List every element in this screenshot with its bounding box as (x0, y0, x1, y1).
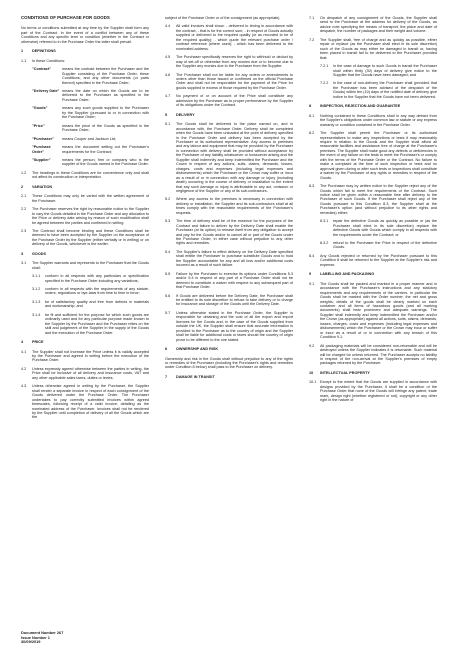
clause-text: All valid invoices shall show: - delivered to timing in accordance with the contract, - that is for the correct sum; - in respect of Goods actually supplied or delivered to the required quality (or as recorded to be of the required quality); - which quote the relevant purchase order / contract reference (where used); - which has been delivered to the nominated address. (176, 24, 293, 51)
clause-number: 2.1 (21, 194, 27, 199)
section-number: 4 (21, 340, 24, 345)
clause (21, 171, 149, 180)
paragraph: Ownership and risk in the Goods shall without prejudice to any of the rights or remedies of the Purchaser (including the Purchaser's rights and remedies under Condition 8 below) shall pass to the Purchaser on delivery. (165, 356, 293, 370)
clause-text: The Supplier shall not increase the Price unless it is validly accepted by the Purchaser and agreed in writing before the execution of the Purchase Order. (32, 349, 149, 363)
clause-number: 8.1 (309, 113, 315, 118)
section-heading (309, 272, 437, 276)
clause-text: The Supplier's failure to effect delivery on the Delivery Date specified shall entitle the Purchaser to purchase substitute Goods and to hold the Supplier accountable for any and all loss and/or additional costs incurred as a result of such failure. (176, 249, 293, 268)
clause (165, 311, 293, 342)
definition-text: means the person, firm or company who is the supplier of the Goods named in the Purchase Order. (62, 157, 149, 167)
clause (165, 73, 293, 91)
clause-number: 4.3 (21, 384, 27, 389)
clause-text: Unless otherwise agreed in writing by the Purchaser, the Supplier shall render a separate invoice in respect of each consignment of the Goods delivered under the Purchase Order. The Purchaser undertakes to pay correctly submitted invoices within agreed timescales, following receipt of a valid invoice, detailing as the nominated address of the Purchaser. Invoices shall not be rendered by the Supplier until completion of delivery of all the Goods which are the (32, 384, 149, 420)
definition (32, 137, 149, 141)
clause (21, 59, 149, 63)
clause-number: 4.7 (165, 94, 171, 99)
section-title: INTELLECTUAL PROPERTY (320, 370, 370, 375)
section-heading (309, 371, 437, 375)
clause-text: The headings in these Conditions are for convenience only and shall not affect its construction or interpretation. (32, 170, 149, 180)
definition (32, 145, 149, 154)
clause-number: 9.2 (309, 343, 315, 348)
section-number: 10 (309, 370, 314, 375)
section-title: GOODS (32, 251, 46, 256)
section-title: LABELLING AND PACKAGING (320, 272, 375, 277)
definition-text: means the document setting out the Purchaser's requirements for the Contract; (62, 145, 149, 154)
clause (309, 38, 437, 60)
clause-number: 10.1 (309, 380, 317, 385)
definition-text: means any such goods supplied to the Purchaser by the Supplier (pursuant to or in connection with the Purchase Order; (62, 106, 149, 120)
sub-clause-text: be of satisfactory quality and free from defects in materials and workmanship; and (45, 299, 149, 309)
sub-clause (32, 287, 149, 296)
clause-text: If Goods are delivered before the Delivery Date, the Purchaser shall be entitled to its sole discretion to refuse to take delivery or to charge for insurance and storage of the Goods until the Delivery Date. (176, 293, 293, 307)
clause (165, 55, 293, 68)
clause (309, 380, 437, 402)
clause-text: The Supplier shall, free of charge and as quickly as possible, either repair or replace (as the Purchaser shall elect in its sole discretion) such of the Goods as may either be damaged in transit or, having been placed in transit fail to be delivered to the Purchaser provided that: (320, 37, 437, 60)
sub-clause-text: in the case of non-delivery the Purchaser shall (provided that the Purchaser has been advised of the despatch of the Goods) within ten (10) days of the notified date of delivery give notice to the Supplier that the Goods have not been delivered. (333, 81, 437, 99)
issue-number: Issue Number 1 (21, 634, 50, 640)
sub-clause-text: be fit and sufficient for the purpose for which such goods are ordinarily used and for any particular purpose made known to the Supplier by the Purchaser and the Purchaser relies on the skill and judgement of the Supplier in the supply of the Goods and the execution of the Purchase Order. (45, 312, 149, 335)
section-title: DEFINITIONS (32, 49, 56, 54)
section-number: 9 (309, 272, 312, 277)
clause-number: 5.7 (165, 310, 171, 315)
paragraph: subject of the Purchase Order or of the consignment (as appropriate). (165, 16, 281, 20)
clause-number: 7.1 (309, 16, 315, 20)
section-heading (309, 104, 437, 108)
clause (165, 122, 293, 193)
clause-number: 5.4 (165, 249, 171, 254)
section-title: INSPECTION, REJECTION AND GUARANTEE (320, 104, 401, 109)
column-right (309, 16, 437, 407)
clause-text: On despatch of any consignment of the Goods, the Supplier shall send to the Purchaser at the address for delivery of the Goods, an advice note specifying the means of transport, the place and date of despatch, the number of packages and their weight and volume. (320, 16, 437, 34)
section-heading (165, 113, 293, 117)
definition-term: "Purchaser" (32, 136, 54, 141)
clause (165, 219, 293, 246)
clause-number: 5.6 (165, 293, 171, 298)
clause (21, 367, 149, 380)
definition-text: means the price of the Goods as specified in the Purchase Order; (62, 123, 149, 133)
sub-clause-text: refund to the Purchaser the Price in respect of the defective Goods. (333, 241, 437, 250)
section-heading (165, 347, 293, 351)
sub-clause-number: 3.1.2 (32, 287, 41, 292)
clause (165, 250, 293, 268)
definition (32, 106, 149, 119)
clause (165, 272, 293, 290)
sub-clause (320, 64, 437, 77)
clause-text: Any Goods rejected or returned by the Purchaser pursuant to this Condition 8 shall be returned to the Supplier at the Supplier's risk and expense. (320, 253, 437, 267)
clause-number: 5.1 (165, 122, 171, 127)
clause (21, 350, 149, 363)
section-heading (21, 185, 149, 189)
clause-number: 9.1 (309, 281, 315, 286)
sub-clause-number: 7.2.2 (320, 81, 329, 86)
clause (165, 197, 293, 215)
clause-number: 8.2 (309, 131, 315, 136)
section-title: OWNERSHIP AND RISK (176, 347, 219, 352)
clause (309, 282, 437, 340)
clause-text: The Contract shall become binding and these Conditions shall be deemed to have been accepted by the Supplier on the acceptance of the Purchase Order by the Supplier (either verbally or in writing) or on delivery of the Goods, whichever is the earlier. (32, 228, 149, 247)
document-title: CONDITIONS OF PURCHASE FOR GOODS (21, 15, 110, 20)
section-number: 7 (165, 374, 168, 379)
clause (309, 16, 437, 34)
definition-term: "Delivery Date" (32, 88, 60, 93)
section-heading (21, 340, 149, 344)
clause-number: 3.1 (21, 261, 27, 266)
sub-clause-number: 3.1.4 (32, 312, 41, 317)
clause (309, 131, 437, 180)
definition-text: means Cooper and Jackson Ltd; (62, 136, 116, 141)
clause (309, 184, 437, 215)
clause-number: 5.2 (165, 197, 171, 202)
clause-text: The Supplier warrants and represents to the Purchaser that the Goods shall: (32, 261, 149, 270)
clause-text: Nothing contained in these Conditions shall in any way detract from the Supplier's obligations under common law or statute or any express warranty or condition contained in the Purchase Order. (320, 113, 437, 127)
clause-number: 8.3 (309, 184, 315, 189)
definition (32, 67, 149, 85)
sub-clause-number: 3.1.1 (32, 274, 41, 279)
section-number: 2 (21, 184, 24, 189)
clause-text: The Purchaser shall not be liable for any orders or amendments to orders other than those issued or confirmed on the official Purchase Order and shall not be responsible for the payment of the Price for goods supplied in excess of those required by the Purchase Order. (176, 72, 293, 90)
clause-text: The Goods shall be packed and marked in a proper manner and in accordance with the Purchaser's instructions and any statutory requirements and any requirements of the carriers. In particular the Goods shall be marked with the Order number, the net and gross weights, details of the goods shall be clearly marked on each container and all items of hazardous goods (and all marking documents) shall bear prominent and adequate warnings. The Supplier shall indemnify and keep indemnified the Purchaser and/or the Crown (as appropriate) against all actions, suits, claims, demands, losses, charges, costs and expenses (including legal expenses and disbursements) which the Purchaser or the Crown may incur or suffer or incur as a result of or in connection with any breach of this Condition 9.1. (320, 281, 437, 340)
clause-text: No payment of or on account of the Price shall constitute any admission by the Purchaser as to proper performance by the Supplier of its obligations under the Contract. (176, 94, 293, 108)
definition (32, 124, 149, 133)
clause (21, 229, 149, 247)
clause-text: The time of delivery shall be of the essence for the purposes of the Contract and failure to deliver by the Delivery Date shall enable the Purchaser (at its option) to release itself from any obligation to accept and pay for the Goods and/or to cancel all or part of the Goods under the Purchase Order, in either case without prejudice to any other rights and remedies. (176, 219, 293, 246)
clause-text: These Conditions may only be varied with the written agreement of the Purchaser. (32, 194, 149, 203)
clause-text: The Purchaser may by written notice to the Supplier reject any of the Goods which fail to meet the requirements of the Contract. Such notice shall be given within a reasonable time after delivery to the Purchaser of such Goods. If the Purchaser shall reject any of the Goods pursuant to this Condition 8.3, the Supplier shall at the Purchaser's option (and without prejudice to its other rights and remedies) either: (320, 184, 437, 215)
clause-text: Except to the extent that the Goods are supplied in accordance with designs provided by the Purchaser, it shall be a condition of the Purchase Order that none of the Goods will infringe any patent, trade mark, design right (whether registered or not), copyright or any other right in the nature of (320, 380, 437, 403)
clause-number: 4.2 (21, 366, 27, 371)
clause-text: The Purchaser reserves the right by reasonable notice to the Supplier to vary the Goods detailed in the Purchase Order and any allocation to the Price or delivery date arising by reason of such modification shall be agreed between the parties and confirmed in writing. (32, 207, 149, 225)
definition-term: "Price" (32, 123, 45, 128)
clause-text: All packaging materials will be considered non-returnable and will be destroyed unless the Supplier indicates it is returnable. Such material will be charged for unless returned. The Purchaser accepts no liability in respect of the non-arrival at the Supplier's premises of empty packages returned by the Purchaser. (320, 343, 437, 366)
clause-text: In these Conditions: (32, 58, 66, 63)
definition-text: means the date on which the Goods are to be delivered to the Purchaser as specified in the Purchase Order; (62, 88, 149, 102)
clause-number: 7.2 (309, 37, 315, 42)
section-heading (165, 375, 293, 379)
section-title: VARIATION (32, 184, 53, 189)
section-number: 3 (21, 251, 24, 256)
clause (165, 94, 293, 107)
definition (32, 89, 149, 102)
clause-text: The Goods shall be delivered to the place named on, and in accordance with, the Purchase Order. Delivery shall be completed when the Goods have been unloaded at the point of delivery specified in the Purchase Order and delivery has been accepted by the Purchaser or its authorised representative. Any access to premises and any labour and equipment that may be provided by the Purchaser in connection with delivery shall be provided without acceptance by the Purchaser of any liability whatsoever or howsoever arising and the Supplier shall indemnify and keep indemnified the Purchaser and the Crown in respect of any actions, suits, claims, demands, losses, charges, costs and expenses (including legal expenses and disbursements) which the Purchaser or the Crown may suffer or incur as a result of or in connection with any damage or injury (including death) occurring in the course of delivery or installation to the extent that any such damage or injury is attributable to any act, omission or negligence of the Supplier or any of its sub-contractors. (176, 122, 293, 193)
clause-number: 4.1 (21, 349, 27, 354)
clause-text: The Purchaser specifically reserves the right to withhold or deduct by way of set-off or otherwise from any monies due or to become due to the Supplier any monies due to the Purchaser from the Supplier. (176, 55, 293, 69)
clause (21, 261, 149, 270)
definition-term: "Supplier" (32, 157, 51, 162)
clause-number: 8.4 (309, 253, 315, 258)
sub-clause-text: conform in all respects with the requirements of any statute, orders, regulations or bye-laws from time to time in force; (45, 287, 149, 296)
sub-clause-number: 3.1.3 (32, 299, 41, 304)
clause-number: 1.1 (21, 58, 27, 63)
clause (165, 24, 293, 51)
sub-clause (320, 81, 437, 99)
clause-number: 4.4 (165, 24, 171, 29)
clause (21, 207, 149, 225)
section-title: DAMAGE IN TRANSIT (176, 374, 215, 379)
section-heading (21, 252, 149, 256)
section-number: 8 (309, 104, 312, 109)
clause-text: The Supplier shall permit the Purchaser or its authorised representatives to make any inspections or tests it may reasonably require in relation to the Goods and the Supplier shall afford all reasonable facilities and assistance free of charge at the Purchaser's premises. The Supplier shall make good any defects or deficiencies in the event of any failure on the tests to meet the Purchaser's or comply with the terms of the Purchase Order or the Contract. No failure to make a complaint at the time of such inspection or tests and no approval given during or after such tests or inspections shall constitute a waiver by the Purchaser of any rights or remedies in respect of the Goods. (320, 131, 437, 180)
clause-number: 4.6 (165, 72, 171, 77)
section-number: 1 (21, 49, 24, 54)
clause (21, 384, 149, 420)
section-heading (21, 49, 149, 53)
sub-clause (32, 274, 149, 283)
clause (309, 254, 437, 267)
sub-clause (320, 219, 437, 237)
sub-clause-number: 7.2.1 (320, 64, 329, 69)
clause (309, 344, 437, 366)
sub-clause (32, 313, 149, 335)
clause (165, 294, 293, 307)
column-left (21, 16, 149, 424)
clause-text: Failure by the Purchaser to exercise its options under Conditions 5.3 and/or 5.4 in respect of any part of a Purchase Order shall not be deemed to constitute a waiver with respect to any subsequent part of that Purchase Order. (176, 271, 293, 290)
clause-number: 2.2 (21, 207, 27, 212)
definition-term: "Goods" (32, 106, 48, 111)
definition-term: "Purchase Order" (32, 145, 51, 154)
issue-date: 30/09/2019 (21, 639, 41, 644)
clause-number: 5.3 (165, 219, 171, 224)
clause-number: 5.5 (165, 271, 171, 276)
section-title: PRICE (32, 340, 44, 345)
section-number: 6 (165, 347, 168, 352)
section-number: 5 (165, 112, 168, 117)
definition-term: "Contract" (32, 67, 51, 72)
definition (32, 158, 149, 167)
intro-paragraph: No terms or conditions submitted at any time by the Supplier shall form any part of the Contract. In the event of a conflict between any of these Conditions and any specific term or condition (whether in the Contract or otherwise) referred to in the Purchase Order the latter shall prevail. (21, 26, 149, 44)
clause-number: 1.2 (21, 170, 27, 175)
sub-clause (320, 241, 437, 250)
sub-clause-number: 8.3.1 (320, 219, 329, 224)
clause (21, 194, 149, 203)
clause (309, 114, 437, 127)
sub-clause (32, 300, 149, 309)
definition-text: means the contract between the Purchaser and the Supplier consisting of the Purchase Order, these Conditions, and any other documents (or parts thereof) specified in the Purchase Order; (62, 67, 149, 85)
document-footer (21, 631, 63, 645)
clause-text: Unless otherwise stated in the Purchase Order, the Supplier is responsible for obtaining and the cost of all the export and import licences for the Goods and, in the case of the Goods supplied from outside the UK, the Supplier shall ensure that accurate information is provided to the Purchaser as to the country of origin and the Supplier shall be liable for additional costs or taxes should the country of origin prove to be different to the one stated. (176, 310, 293, 342)
clause-number: 2.3 (21, 228, 27, 233)
sub-clause-number: 8.3.2 (320, 241, 329, 246)
sub-clause-text: conform in all respects with any particulars or specification specified in the Purchase Order including any variations; (45, 274, 149, 283)
sub-clause-text: in the case of damage to such Goods in transit the Purchaser shall within thirty (30) days of delivery give notice to the Supplier that the Goods have been damaged; and (333, 64, 437, 77)
column-middle (165, 16, 293, 384)
sub-clause-text: repair the defective Goods as quickly as possible or (as the Purchaser shall elect in its sole discretion) replace the defective Goods with Goods which comply in all respects with the requirements under the Contract; or (333, 219, 437, 237)
section-title: DELIVERY (176, 112, 195, 117)
clause-number: 4.5 (165, 55, 171, 60)
document-number: Document Number 267 (21, 630, 64, 635)
clause-text: Where any access to the premises is necessary in connection with delivery or installation, the Supplier and its sub-contractors shall at all times comply with the reasonable requirements of the Purchaser's requests. (176, 197, 293, 215)
clause-text: Unless expressly agreed otherwise between the parties in writing, the Price shall be inclusive of all delivery and insurance costs, VAT and any other applicable sales taxes, duties or levies. (32, 366, 149, 380)
